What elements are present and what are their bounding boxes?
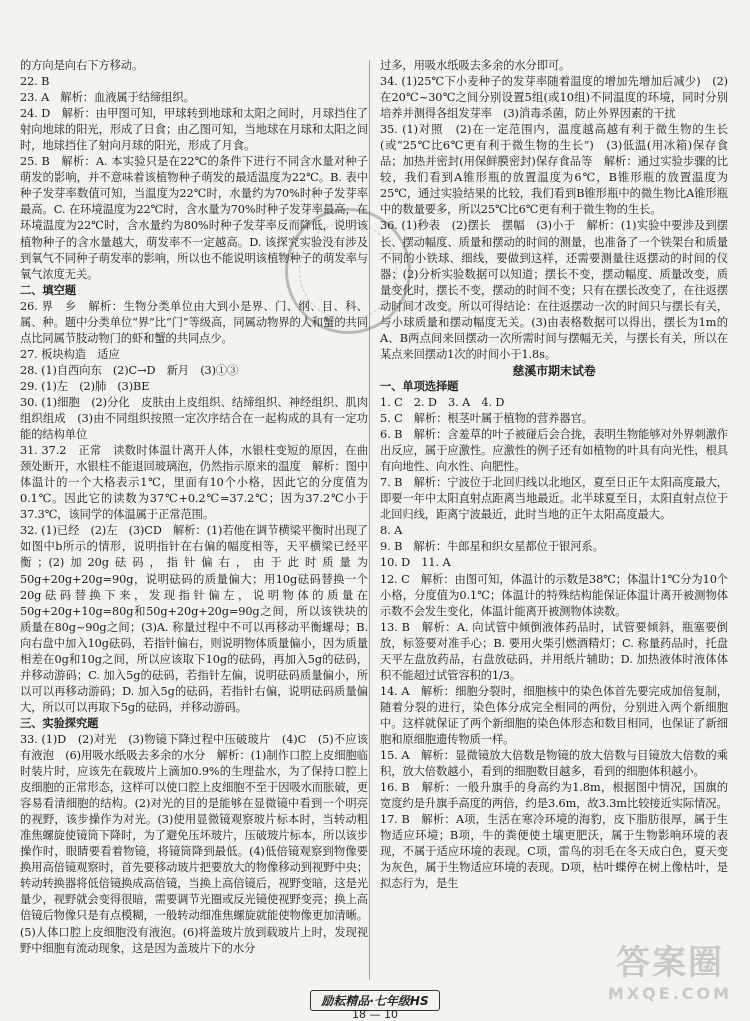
answer-item: 31. 37.2 正常 读数时体温计离开人体，水银柱变短的原因，在曲颈处断开，水银柱不能退回玻璃泡，仍然指示原来的温度 解析：图中体温计的一个大格表示1℃，里面有10个小格，因此它的分度值为0.1℃。因此它的读数为37℃+0.2℃=37.2℃；因为37.2℃小于37.3℃，该同学的体温属于正常范围。 [20, 444, 368, 522]
answer-item: 15. A 解析：显微镜放大倍数是物镜的放大倍数与目镜放大倍数的乘积，放大倍数越小，看到的细胞数目越多，看到的细胞体积越小。 [380, 749, 728, 779]
answer-item: 5. C 解析：根茎叶属于植物的营养器官。 [380, 412, 593, 426]
answer-item: 12. C 解析：由图可知，体温计的示数是38℃；体温计1℃分为10个小格，分度值为0.1℃；体温计的特殊结构能保证体温计离开被测物体示数不会发生变化，体温计能离开被测物体读数。 [380, 572, 728, 618]
section-heading: 三、实验探究题 [20, 716, 99, 730]
watermark-logo [600, 935, 740, 1015]
answer-item: 过多，用吸水纸吸去多余的水分即可。 [380, 59, 571, 72]
answer-item: 35. (1)对照 (2)在一定范围内，温度越高越有利于微生物的生长(或“25℃比6℃更有利于微生物的生长”) (3)低温(用冰箱)保存食品；加热并密封(用保鲜膜密封)保存食品等 解析：通过实验步骤的比较，我们看到A锥形瓶的放置温度为6℃，B锥形瓶的放置温度为25℃，通过实验结果的比较，我们看到B锥形瓶中的微生物比A锥形瓶中的数量要多，所以25℃比6℃更有利于微生物的生长。 [380, 123, 728, 217]
watermark-line2: MXQE.COM [607, 984, 733, 1003]
answer-item: 8. A [380, 524, 403, 538]
answer-item: 29. (1)左 (2)肺 (3)BE [20, 379, 150, 393]
answer-item: 9. B 解析：牛郎星和织女星都位于银河系。 [380, 540, 604, 554]
section-heading: 二、填空题 [20, 283, 76, 297]
answer-item: 26. 界 乡 解析：生物分类单位由大到小是界、门、纲、目、科、属、种。题中分类单位“界”比“门”等级高，同属动物界的人和蟹的共同点比同属节肢动物门的虾和蟹的共同点少。 [20, 299, 368, 345]
answer-item: 14. A 解析：细胞分裂时，细胞核中的染色体首先要完成加倍复制，随着分裂的进行，染色体分成完全相同的两份，分别进入两个新细胞中。这样就保证了两个新细胞的染色体形态和数目相同，也保证了新细胞和原细胞遗传物质一样。 [380, 684, 728, 746]
answer-item: 16. B 解析：一般升旗手的身高约为1.8m，根据图中情况，国旗的宽度约是升旗手高度的两倍，约是3.6m，故3.3m比较接近实际情况。 [380, 781, 728, 811]
answer-item: 13. B 解析：A. 向试管中倾倒液体药品时，试管要倾斜，瓶塞要倒放，标签要对准手心；B. 要用火柴引燃酒精灯；C. 称量药品时，托盘天平左盘放药品，右盘放砝码，并用纸片辅助；D. 加热液体时液体体积不能超过试管容积的1/3。 [380, 620, 728, 682]
answer-item: 17. B 解析：A项，生活在寒冷环境的海豹，皮下脂肪很厚，属于生物适应环境；B项，牛的粪便使土壤更肥沃，属于生物影响环境的表现，不属于适应环境的表现。C项，雷鸟的羽毛在冬天成白色，夏天变为灰色，属于生物适应环境的表现。D项，枯叶蝶停在树上像枯叶，是拟态行为，是生 [380, 813, 728, 891]
answer-item: 24. D 解析：由甲图可知，甲球转到地球和太阳之间时，月球挡住了射向地球的阳光，形成了日食；由乙图可知，当地球在月球和太阳之间时，地球挡住了射向月球的阳光，形成了月食。 [20, 107, 368, 153]
answer-item: 32. (1)已经 (2)左 (3)CD 解析：(1)若他在调节横梁平衡时出现了如图中b所示的情形，说明指针在右偏的幅度相等，天平横梁已经平衡；(2)加20g砝码，指针偏右，由于此时质量为50g+20g+20g=90g，说明砝码的质量偏大；用10g砝码替换一个20g砝码替换下来，发现指针偏左，说明物体的质量在50g+20g+10g=80g和50g+20g+20g=90g之间，所以该铁块的质量在80g~90g之间；(3)A. 称量过程中不可以再移动平衡螺母；B. 向右盘中加入10g砝码，若指针偏右，则说明物体质量偏小，因为质量相差在0g和10g之间，所以应该取下10g的砝码，再加入5g的砝码，并移动游码；C. 加入5g的砝码，若指针左偏，说明砝码质量偏小，所以可以再移动游码；D. 加入5g的砝码，若指针右偏，说明砝码质量偏大，所以可以再取下5g的砝码，并移动游码。 [20, 524, 368, 714]
answer-item: 33. (1)D (2)对光 (3)物镜下降过程中压破玻片 (4)C (5)不应该有液泡 (6)用吸水纸吸去多余的水分 解析：(1)制作口腔上皮细胞临时装片时，应该先在载玻片上滴加0.9%的生理盐水，为了保持口腔上皮细胞的正常形态，这样可以使口腔上皮细胞不至于因吸水而胀破，更容易看清细胞的结构。(2)对光的目的是能够在显微镜中看到一个明亮的视野，该步操作为对光。(3)使用显微镜观察玻片标本时，当转动粗准焦螺旋使镜筒下降时，为了避免压坏玻片，压破玻片标本，所以该步操作时，眼睛要看着物镜，将镜筒降到最低。(4)低倍镜观察到物像要换用高倍镜观察时，首先要移动玻片把要放大的物像移动到视野中央；转动转换器将低倍镜换成高倍镜，当换上高倍镜后，视野变暗，这是光量少，视野就会变得很暗，需要调节光圈或反光镜使视野变亮；换上高倍镜后物像只是有点模糊，一般转动细准焦螺旋就能使物像更加清晰。(5)人体口腔上皮细胞没有液泡。(6)将盖玻片放到载玻片上时，发现视野中细胞有流动现象，这是因为盖玻片下的水分 [20, 732, 368, 955]
answer-item: 28. (1)自西向东 (2)C→D 新月 (3)①③ [20, 363, 239, 377]
answer-item: 的方向是向右下方移动。 [20, 59, 144, 72]
section-heading: 一、单项选择题 [380, 379, 459, 393]
answer-item: 10. D 11. A [380, 556, 451, 570]
answer-item: 30. (1)细胞 (2)分化 皮肤由上皮组织、结缔组织、神经组织、肌肉组织组成 (3)由不同组织按照一定次序结合在一起构成的具有一定功能的结构单位 [20, 395, 368, 442]
answer-item: 23. A 解析：血液属于结缔组织。 [20, 91, 195, 105]
answer-item: 6. B 解析：含羞草的叶子被碰后会合拢，表明生物能够对外界刺激作出反应，属于应激性。应激性的例子还有如植物的叶具有向光性，根具有向地性、向水性、向肥性。 [380, 428, 728, 474]
answer-item: 22. B [20, 75, 50, 89]
right-column [380, 58, 728, 892]
answer-item: 7. B 解析：宁波位于北回归线以北地区，夏至日正午太阳高度最大，即要一年中太阳直射点距离当地最近。北半球夏至日，太阳直射点位于北回归线，距离宁波最近，此时当地的正午太阳高度最大。 [380, 476, 728, 522]
answer-item: 1. C 2. D 3. A 4. D [380, 395, 505, 409]
exam-title: 慈溪市期末试卷 [512, 363, 596, 378]
page-number: 18 — 10 [352, 1008, 398, 1021]
left-column [20, 58, 368, 957]
answer-item: 25. B 解析：A. 本实验只是在22℃的条件下进行不同含水量对种子萌发的影响，并不意味着该植物种子萌发的最适温度为22℃。B. 表中种子发芽率数值可知，当温度为22℃时，水量约为70%时种子发芽率最高。C. 在环境温度为22℃时，含水量为70%时种子发芽率最高，在环境温度为22℃时，含水量约为80%时种子发芽率反而降低，说明该植物种子的含水量越大，萌发率不一定越高。D. 该探究实验没有涉及到氧气不同种子萌发率的影响，所以也不能说明该植物种子的萌发率与氧气浓度无关。 [20, 155, 368, 281]
footer-brand: 励耘精品·七年级HS [310, 990, 439, 1011]
answer-item: 34. (1)25℃下小麦种子的发芽率随着温度的增加先增加后减少) (2)在20℃~30℃之间分别设置5组(或10组)不同温度的环境，同时分别培养并测得各组发芽率 (3)消毒杀菌，防止外界因素的干扰 [380, 75, 728, 121]
column-divider [369, 60, 370, 980]
answer-item: 27. 板块构造 适应 [20, 347, 120, 361]
stamp-inner-ring [288, 211, 408, 331]
answer-item: 36. (1)秒表 (2)摆长 摆幅 (3)小于 解析：(1)实验中要涉及到摆长、摆动幅度、质量和摆动的时间的测量，也准备了一个铁架台和质量不同的小铁球、细线，要做到这样，还需要测量往返摆动的时间的仪器；(2)分析实验数据可以知道；摆长不变，摆动幅度、质量改变，质量变化时，摆长不变，摆动的时间不变；只有在摆长改变了，在往返摆动时间才改变。所以可得结论：在往返摆动一次的时间只与摆长有关，与小球质量和摆动幅度无关。(3)由表格数据可以得出，摆长为1m的A、B两点间来回摆动一次所需时间与摆幅无关，与摆长有关，所以在某点来回摆动1次的时间小于1.8s。 [380, 219, 728, 361]
watermark-line1: 答案圈 [616, 943, 724, 983]
